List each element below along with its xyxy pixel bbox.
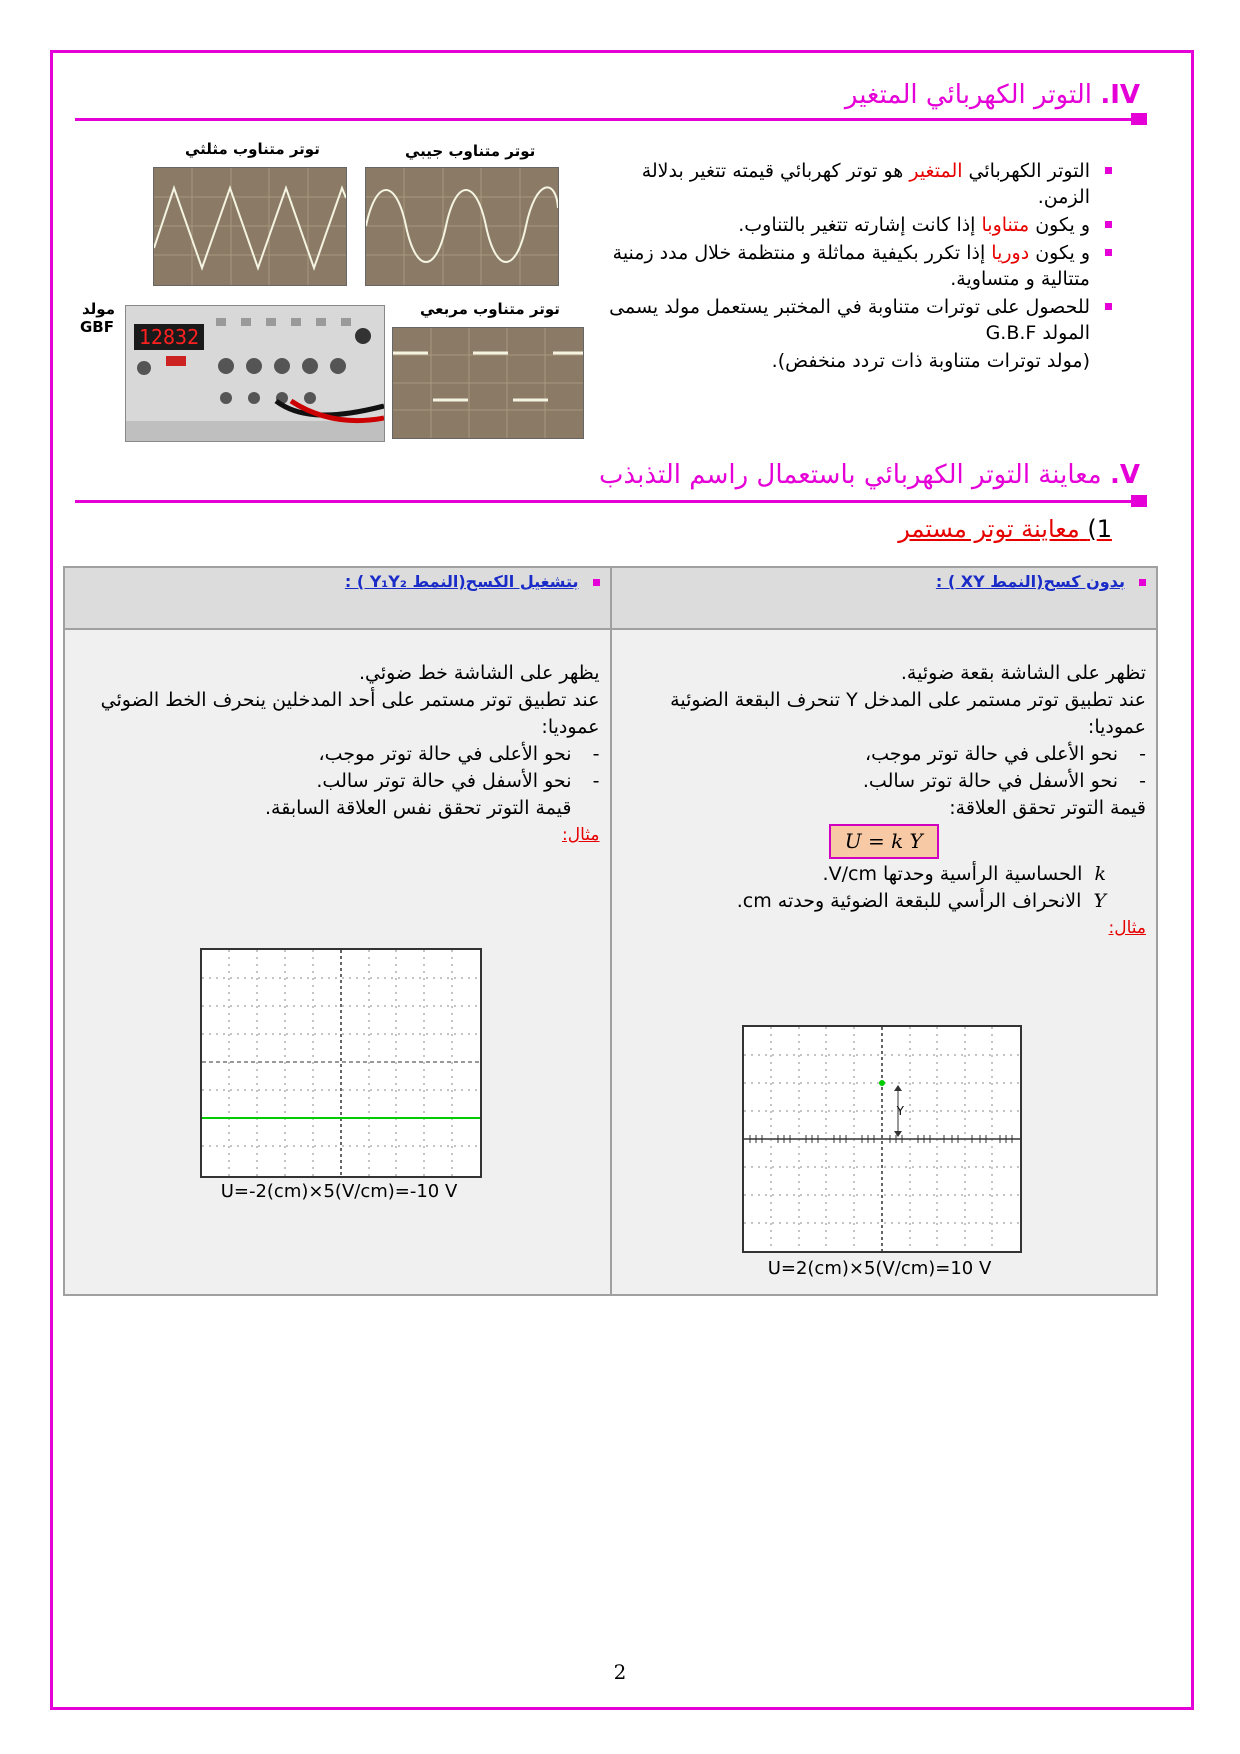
gbf-display: 12832 [134, 324, 204, 350]
light-spot [879, 1080, 885, 1086]
xy-example-caption: U=2(cm)×5(V/cm)=10 V [767, 1258, 992, 1279]
cell-y1y2-mode [64, 629, 611, 1295]
y1y2-example-caption: U=-2(cm)×5(V/cm)=-10 V [220, 1181, 458, 1202]
xy-dash-negative: - نحو الأسفل في حالة توتر سالب. [622, 768, 1147, 795]
y1y2-dash-negative: - نحو الأسفل في حالة توتر سالب. [75, 768, 600, 795]
xy-scope-screen [742, 1025, 1022, 1253]
section-5-number: V. [1109, 460, 1140, 490]
xy-line-2: عند تطبيق توتر مستمر على المدخل Y تنحرف البقعة الضوئية عموديا: [670, 689, 1146, 738]
triangle-wave-image [153, 167, 347, 286]
section-4-number: IV. [1100, 80, 1140, 110]
gbf-note: (مولد توترات متناوبة ذات تردد منخفض). [771, 350, 1090, 372]
xy-line-1: تظهر على الشاشة بقعة ضوئية. [900, 662, 1146, 684]
y-deflection-label: Y [896, 1104, 904, 1118]
subsection-1-title [898, 515, 1112, 543]
square-caption: توتر متناوب مربعي [420, 300, 560, 318]
k-definition: k الحساسية الرأسية وحدتها V/cm. [822, 863, 1106, 885]
formula-box: U = k Y [829, 824, 939, 859]
bullet-gbf: للحصول على توترات متناوبة في المختبر يستعمل مولد يسمى المولد G.B.F [592, 294, 1112, 346]
cell-xy-mode [611, 629, 1158, 1295]
xy-relation-intro: قيمة التوتر تحقق العلاقة: [949, 797, 1146, 819]
subsection-1-number: 1) [1087, 515, 1112, 543]
xy-example-label: مثال: [1108, 918, 1146, 938]
gbf-label-en: GBF [80, 318, 114, 336]
bullet-variable: التوتر الكهربائي المتغير هو توتر كهربائي قيمته تتغير بدلالة الزمن. [592, 158, 1112, 210]
section-5-title-text: معاينة التوتر الكهربائي باستعمال راسم التذبذب [599, 460, 1102, 490]
page-number: 2 [613, 1660, 627, 1684]
xy-dash-positive: - نحو الأعلى في حالة توتر موجب، [622, 741, 1147, 768]
header-xy-mode: بدون كسح(النمط XY ) : [611, 567, 1158, 629]
y-definition: Y الانحراف الرأسي للبقعة الضوئية وحدته cm. [736, 890, 1106, 912]
sine-wave-image [365, 167, 559, 286]
triangle-caption: توتر متناوب مثلثي [185, 140, 320, 158]
bullet-periodic: و يكون دوريا إذا تكرر بكيفية مماثلة و منتظمة خلال مدد زمنية متتالية و متساوية. [592, 240, 1112, 292]
section-4-title-text: التوتر الكهربائي المتغير [844, 80, 1093, 110]
section-4-bullets [592, 158, 1112, 374]
gbf-label-ar: مولد [82, 300, 115, 318]
section-4-title [845, 80, 1140, 110]
y1y2-dash-positive: - نحو الأعلى في حالة توتر موجب، [75, 741, 600, 768]
y1y2-example-label: مثال: [562, 825, 600, 845]
comparison-table [63, 566, 1158, 1296]
y1y2-line-2: عند تطبيق توتر مستمر على أحد المدخلين ينحرف الخط الضوئي عموديا: [100, 689, 600, 738]
y1y2-line-1: يظهر على الشاشة خط ضوئي. [358, 662, 600, 684]
gbf-generator-image [125, 305, 385, 442]
y1y2-scope-screen [200, 948, 482, 1178]
bullet-alternating: و يكون متناوبا إذا كانت إشارته تتغير بالتناوب. [592, 212, 1112, 238]
section-4-rule [75, 118, 1145, 121]
section-5-title [599, 460, 1140, 490]
square-wave-image [392, 327, 584, 439]
subsection-1-title-text: معاينة توتر مستمر [898, 515, 1080, 543]
header-y1y2-mode: بتشغيل الكسح(النمط Y₁Y₂ ) : [64, 567, 611, 629]
y1y2-relation: قيمة التوتر تحقق نفس العلاقة السابقة. [265, 797, 572, 819]
sine-caption: توتر متناوب جيبي [405, 142, 536, 160]
section-5-rule [75, 500, 1145, 503]
